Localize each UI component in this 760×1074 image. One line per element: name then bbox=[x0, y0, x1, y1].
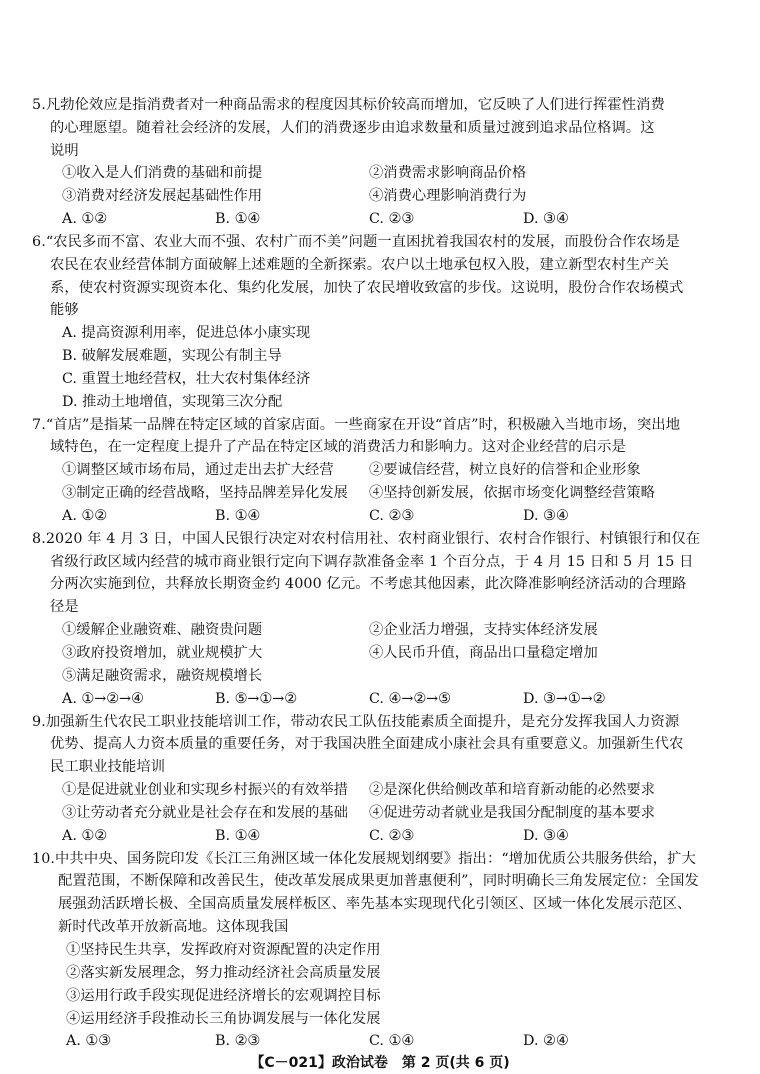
q8-choice-a: A. ①→②→④ bbox=[62, 691, 144, 707]
q7-choice-d: D. ③④ bbox=[523, 508, 569, 524]
q8-stem-line-3: 分两次实施到位，共释放长期资金约 4000 亿元。不考虑其他因素，此次降准影响经济活动的合理路 bbox=[50, 576, 687, 592]
q5-item-2: ②消费需求影响商品价格 bbox=[369, 165, 527, 181]
q8-item-2: ②企业活力增强，支持实体经济发展 bbox=[369, 622, 598, 638]
q8-stem-line-4: 径是 bbox=[50, 599, 79, 615]
q5-stem-line-3: 说明 bbox=[50, 143, 79, 159]
q6-stem-line-2: 农民在农业经营体制方面破解上述难题的全新探索。农户以土地承包权入股，建立新型农村生产关 bbox=[50, 257, 670, 273]
q8-stem-line-1: 8.2020 年 4 月 3 日，中国人民银行决定对农村信用社、农村商业银行、农村合作银行、村镇银行和仅在 bbox=[32, 531, 701, 547]
q10-choice-d: D. ②④ bbox=[523, 1033, 569, 1049]
q10-choice-a: A. ①③ bbox=[66, 1033, 112, 1049]
q7-stem-line-2: 域特色，在一定程度上提升了产品在特定区域的消费活力和影响力。这对企业经营的启示是 bbox=[50, 439, 626, 455]
q6-stem-line-1: 6.“农民多而不富、农业大而不强、农村广而不美”问题一直困扰着我国农村的发展，而股份合作农场是 bbox=[32, 234, 680, 250]
q8-choice-b: B. ⑤→①→② bbox=[215, 691, 298, 707]
q10-stem-line-4: 新时代改革开放新高地。这体现我国 bbox=[58, 919, 289, 935]
q10-item-4: ④运用经济手段推动长三角协调发展与一体化发展 bbox=[66, 1011, 381, 1027]
q9-stem-line-1: 9.加强新生代农民工职业技能培训工作，带动农民工队伍技能素质全面提升，是充分发挥我国人力资源 bbox=[32, 714, 680, 730]
q9-choice-c: C. ②③ bbox=[369, 828, 415, 844]
q6-option-c: C. 重置土地经营权，壮大农村集体经济 bbox=[62, 371, 311, 387]
q5-choice-c: C. ②③ bbox=[369, 211, 415, 227]
q9-item-2: ②是深化供给侧改革和培育新动能的必然要求 bbox=[369, 782, 655, 798]
q8-item-4: ④人民币升值，商品出口量稳定增加 bbox=[369, 645, 598, 661]
q6-stem-line-3: 系，使农村资源实现资本化、集约化发展，加快了农民增收致富的步伐。这说明，股份合作农场模式 bbox=[50, 280, 684, 296]
q10-item-2: ②落实新发展理念，努力推动经济社会高质量发展 bbox=[66, 965, 381, 981]
q5-item-3: ③消费对经济发展起基础性作用 bbox=[62, 188, 263, 204]
q7-item-4: ④坚持创新发展，依据市场变化调整经营策略 bbox=[369, 485, 655, 501]
q5-choice-d: D. ③④ bbox=[523, 211, 569, 227]
q7-item-2: ②要诚信经营，树立良好的信誉和企业形象 bbox=[369, 462, 641, 478]
q10-stem-line-3: 展强劲活跃增长极、全国高质量发展样板区、率先基本实现现代化引领区、区域一体化发展示范区、 bbox=[58, 896, 692, 912]
q10-choice-b: B. ②③ bbox=[215, 1033, 261, 1049]
q9-choice-a: A. ①② bbox=[62, 828, 108, 844]
q9-item-3: ③让劳动者充分就业是社会存在和发展的基础 bbox=[62, 805, 348, 821]
q9-item-1: ①是促进就业创业和实现乡村振兴的有效举措 bbox=[62, 782, 348, 798]
q8-stem-line-2: 省级行政区域内经营的城市商业银行定向下调存款准备金率 1 个百分点，于 4 月 15 日和 5 月 15 日 bbox=[50, 554, 694, 570]
q7-choice-b: B. ①④ bbox=[215, 508, 261, 524]
q7-item-1: ①调整区域市场布局，通过走出去扩大经营 bbox=[62, 462, 334, 478]
q8-item-5: ⑤满足融资需求，融资规模增长 bbox=[62, 668, 263, 684]
q5-item-1: ①收入是人们消费的基础和前提 bbox=[62, 165, 263, 181]
q6-option-b: B. 破解发展难题，实现公有制主导 bbox=[62, 348, 282, 364]
q5-stem-line-2: 的心理愿望。随着社会经济的发展，人们的消费逐步由追求数量和质量过渡到追求品位格调。这 bbox=[50, 120, 655, 136]
q10-choice-c: C. ①④ bbox=[369, 1033, 415, 1049]
q5-item-4: ④消费心理影响消费行为 bbox=[369, 188, 527, 204]
q8-choice-d: D. ③→①→② bbox=[523, 691, 606, 707]
q7-choice-a: A. ①② bbox=[62, 508, 108, 524]
q7-stem-line-1: 7.“首店”是指某一品牌在特定区域的首家店面。一些商家在开设“首店”时，积极融入当地市场，突出地 bbox=[32, 417, 681, 433]
q9-item-4: ④促进劳动者就业是我国分配制度的基本要求 bbox=[369, 805, 655, 821]
q10-stem-line-2: 配置范围，不断保障和改善民生，使改革发展成果更加普惠便利”，同时明确长三角发展定位：全国发 bbox=[58, 873, 699, 889]
q8-item-3: ③政府投资增加，就业规模扩大 bbox=[62, 645, 263, 661]
q6-option-d: D. 推动土地增值，实现第三次分配 bbox=[62, 394, 283, 410]
q10-stem-line-1: 10.中共中央、国务院印发《长江三角洲区域一体化发展规划纲要》指出：“增加优质公共服务供给，扩大 bbox=[32, 851, 696, 867]
page-footer: 【C－021】政治试卷 第 2 页(共 6 页) bbox=[250, 1055, 510, 1071]
q7-choice-c: C. ②③ bbox=[369, 508, 415, 524]
q9-stem-line-2: 优势、提高人力资本质量的重要任务，对于我国决胜全面建成小康社会具有重要意义。加强新生代农 bbox=[50, 736, 684, 752]
q6-option-a: A. 提高资源利用率，促进总体小康实现 bbox=[62, 325, 311, 341]
q5-choice-b: B. ①④ bbox=[215, 211, 261, 227]
q6-stem-line-4: 能够 bbox=[50, 302, 79, 318]
q8-item-1: ①缓解企业融资难、融资贵问题 bbox=[62, 622, 263, 638]
q8-choice-c: C. ④→②→⑤ bbox=[369, 691, 451, 707]
q10-item-1: ①坚持民生共享，发挥政府对资源配置的决定作用 bbox=[66, 942, 381, 958]
q5-choice-a: A. ①② bbox=[62, 211, 108, 227]
q5-stem-line-1: 5.凡勃伦效应是指消费者对一种商品需求的程度因其标价较高而增加，它反映了人们进行挥霍性消费 bbox=[32, 97, 665, 113]
q10-item-3: ③运用行政手段实现促进经济增长的宏观调控目标 bbox=[66, 988, 381, 1004]
q7-item-3: ③制定正确的经营战略，坚持品牌差异化发展 bbox=[62, 485, 348, 501]
q9-stem-line-3: 民工职业技能培训 bbox=[50, 759, 166, 775]
q9-choice-d: D. ③④ bbox=[523, 828, 569, 844]
q9-choice-b: B. ①④ bbox=[215, 828, 261, 844]
